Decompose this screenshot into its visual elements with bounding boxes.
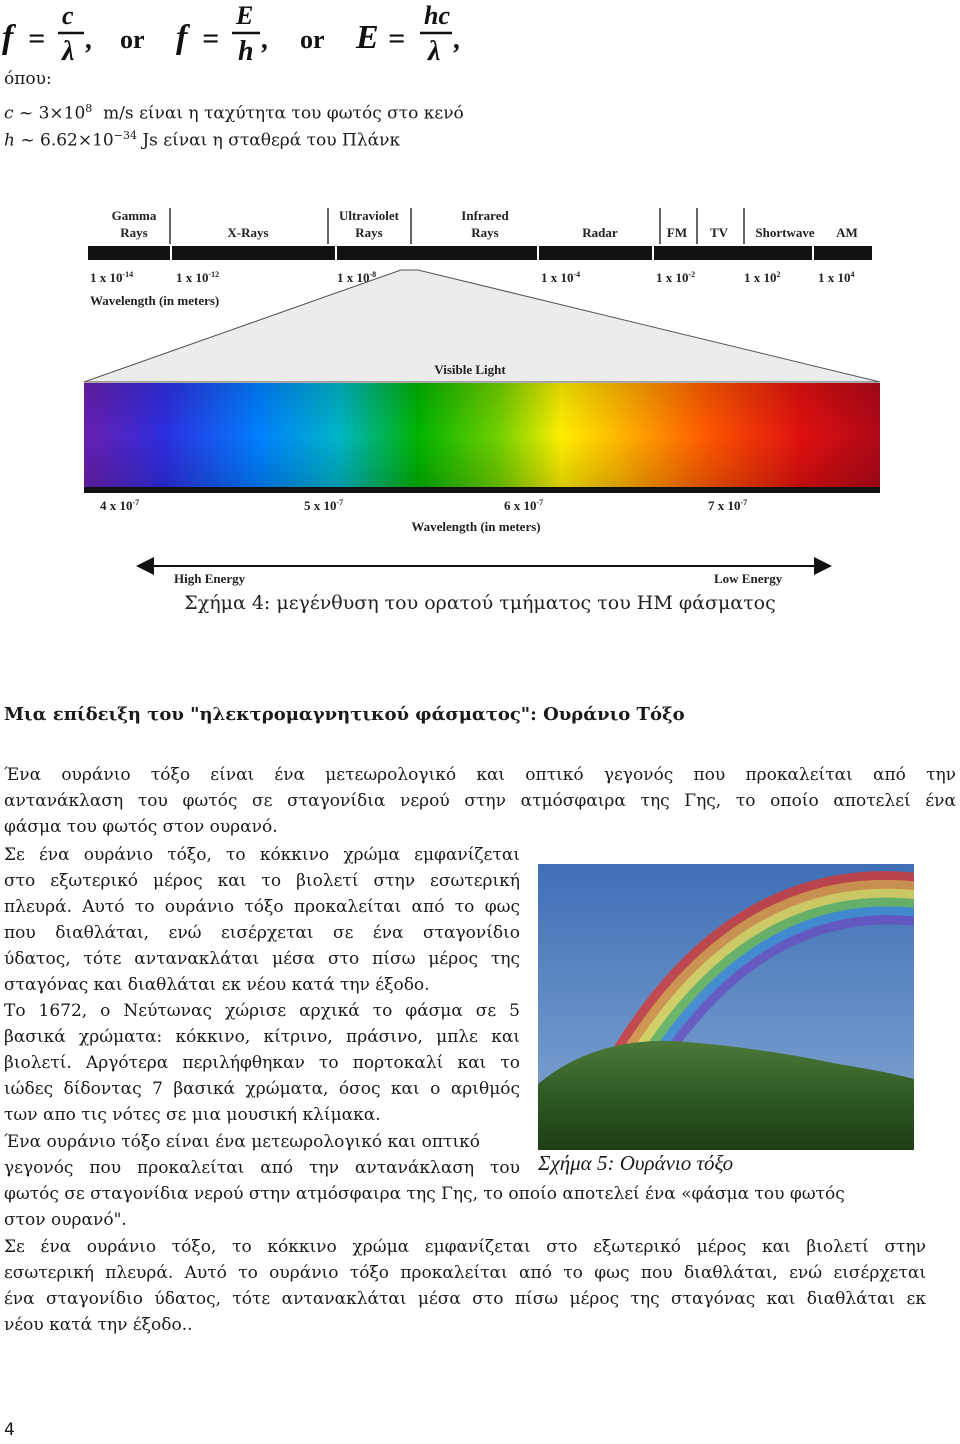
band-fm-l2: FM bbox=[666, 225, 688, 240]
p4-line-4: στον ουρανό". bbox=[4, 1210, 127, 1230]
formula-hc: hc bbox=[424, 1, 450, 30]
formula-lambda1: λ bbox=[62, 36, 75, 64]
definition-h bbox=[4, 123, 400, 154]
low-energy-label: Low Energy bbox=[714, 571, 783, 586]
p3-line-1: Το 1672, ο Νεύτωνας χώρισε αρχικά το φάσμα σε 5 bbox=[4, 1001, 520, 1021]
definitions-intro: όπου: bbox=[4, 69, 52, 89]
bottom-tick-label-3: 7 x $10^{-7}$ bbox=[708, 498, 748, 513]
p2-line-6: σταγόνας και διαθλάται εκ νέου κατά την έξοδο. bbox=[4, 975, 430, 995]
formula-f2: f bbox=[176, 19, 188, 56]
p2-line-5: ύδατος, τότε αντανακλάται μέσα στο πίσω μέρος της bbox=[4, 949, 520, 969]
formula-or1: or bbox=[120, 25, 145, 54]
paragraph-4-bottom bbox=[4, 1181, 934, 1233]
formula-eq3: = bbox=[388, 22, 406, 55]
p5-line-2: εσωτερική πλευρά. Αυτό το ουράνιο τόξο προκαλείται από το φως που διαθλάται, ενώ εισέρχεται bbox=[4, 1263, 926, 1283]
p4-line-2: γεγονός που προκαλείται από την αντανάκλαση του bbox=[4, 1158, 520, 1178]
var-h: h bbox=[4, 130, 15, 151]
top-tick-4 bbox=[652, 246, 654, 260]
top-tick-label-6: 1 x $10^4$ bbox=[818, 270, 855, 285]
formula-line bbox=[0, 0, 480, 64]
figure-5-caption: Σχήμα 5: Ουράνιο τόξο bbox=[538, 1151, 734, 1175]
formula-eq2: = bbox=[202, 22, 220, 55]
p3-line-5: των απο τις νότες σε μια μουσική κλίμακα. bbox=[4, 1105, 381, 1125]
energy-arrow-right-head bbox=[814, 557, 832, 575]
top-tick-3 bbox=[537, 246, 539, 260]
p1-line-1: Ένα ουράνιο τόξο είναι ένα μετεωρολογικό και οπτικό γεγονός που προκαλείται από την bbox=[4, 765, 956, 785]
var-c: c bbox=[4, 103, 14, 124]
paragraph-5 bbox=[4, 1234, 926, 1338]
p3-line-4: ιώδες δίδοντας 7 βασικά χρώματα, όσος και ο αριθμός bbox=[4, 1079, 520, 1099]
c-exp: 8 bbox=[85, 102, 93, 115]
h-exp: −34 bbox=[113, 129, 137, 142]
band-tv-l2: TV bbox=[709, 225, 729, 240]
formula-comma1: , bbox=[86, 24, 93, 55]
p3-line-3: βιολετί. Αργότερα περιλήφθηκαν το πορτοκαλί και το bbox=[4, 1053, 520, 1073]
band-radar-l2: Radar bbox=[582, 225, 618, 240]
band-uv-l2: Rays bbox=[355, 225, 383, 240]
c-value: ~ 3×10 bbox=[13, 103, 86, 124]
formula-c: c bbox=[62, 1, 74, 30]
p5-line-3: ένα σταγονίδιο ύδατος, τότε αντανακλάται μέσα στο πίσω μέρος της σταγόνας και διαθλάται εκ bbox=[4, 1289, 926, 1309]
bottom-axis-bar bbox=[84, 487, 880, 493]
p2-line-4: που διαθλάται, ενώ εισέρχεται σε ένα σταγονίδιο bbox=[4, 923, 520, 943]
band-ir-l2: Rays bbox=[471, 225, 499, 240]
top-tick-5 bbox=[812, 246, 814, 260]
p4-line-1: Ένα ουράνιο τόξο είναι ένα μετεωρολογικό και οπτικό bbox=[4, 1132, 480, 1152]
high-energy-label: High Energy bbox=[174, 571, 246, 586]
spectrum-figure bbox=[0, 200, 960, 590]
formula-comma3: , bbox=[454, 24, 461, 55]
p2-line-3: πλευρά. Αυτό το ουράνιο τόξο προκαλείται από το φως bbox=[4, 897, 520, 917]
formula-h: h bbox=[238, 36, 254, 64]
formula-eq1: = bbox=[28, 22, 46, 55]
band-uv-l1: Ultraviolet bbox=[339, 208, 399, 223]
formula-f1: f bbox=[2, 19, 14, 56]
bottom-tick-label-0: 4 x $10^{-7}$ bbox=[100, 498, 140, 513]
formula-E: E bbox=[236, 1, 254, 30]
p3-line-2: βασικά χρώματα: κόκκινο, κίτρινο, πράσινο, μπλε και bbox=[4, 1027, 520, 1047]
visible-light-label: Visible Light bbox=[434, 362, 506, 377]
top-tick-label-4: 1 x $10^{-2}$ bbox=[656, 270, 696, 285]
p1-line-2: αντανάκλαση του φωτός σε σταγονίδια νερού στην ατμόσφαιρα της Γης, το οποίο αποτελεί ένα bbox=[4, 791, 956, 811]
figure-4-caption: Σχήμα 4: μεγένθυση του ορατού τμήματος του ΗΜ φάσματος bbox=[184, 592, 776, 614]
band-gamma-l1: Gamma bbox=[111, 208, 157, 223]
page-number: 4 bbox=[4, 1420, 15, 1440]
rainbow-photo bbox=[538, 864, 914, 1150]
p4-line-3: φωτός σε σταγονίδια νερού στην ατμόσφαιρα της Γης, το οποίο αποτελεί ένα «φάσμα του φωτός bbox=[4, 1184, 845, 1204]
band-shortwave-l2: Shortwave bbox=[755, 225, 815, 240]
top-tick-label-1: 1 x $10^{-12}$ bbox=[176, 270, 220, 285]
top-axis-bar bbox=[88, 246, 872, 260]
p2-line-1: Σε ένα ουράνιο τόξο, το κόκκινο χρώμα εμφανίζεται bbox=[4, 845, 520, 865]
top-tick-label-5: 1 x $10^2$ bbox=[744, 270, 781, 285]
top-axis-label: Wavelength (in meters) bbox=[90, 293, 220, 308]
paragraph-4-top bbox=[4, 1129, 520, 1181]
band-ir-l1: Infrared bbox=[461, 208, 509, 223]
band-gamma-l2: Rays bbox=[120, 225, 148, 240]
formula-svg bbox=[0, 0, 480, 64]
formula-E2: E bbox=[356, 19, 379, 56]
bottom-axis-label: Wavelength (in meters) bbox=[411, 519, 541, 534]
top-tick-label-3: 1 x $10^{-4}$ bbox=[541, 270, 581, 285]
section-heading: Μια επίδειξη του "ηλεκτρομαγνητικού φάσματος": Ουράνιο Τόξο bbox=[4, 704, 685, 725]
formula-lambda2: λ bbox=[428, 36, 441, 64]
c-rest: m/s είναι η ταχύτητα του φωτός στο κενό bbox=[92, 103, 464, 124]
top-tick-2 bbox=[335, 246, 337, 260]
top-tick-1 bbox=[170, 246, 172, 260]
h-rest: Js είναι η σταθερά του Πλάνκ bbox=[136, 130, 401, 151]
top-tick-label-2: 1 x $10^{-8}$ bbox=[337, 270, 377, 285]
p1-line-3: φάσμα του φωτός στον ουρανό. bbox=[4, 817, 278, 837]
h-value: ~ 6.62×10 bbox=[14, 130, 114, 151]
paragraph-3 bbox=[4, 998, 520, 1128]
p2-line-2: στο εξωτερικό μέρος και το βιολετί στην εσωτερική bbox=[4, 871, 520, 891]
paragraph-2 bbox=[4, 842, 520, 998]
visible-spectrum-shade bbox=[84, 383, 880, 487]
top-tick-label-0: 1 x $10^{-14}$ bbox=[90, 270, 134, 285]
band-xray-l2: X-Rays bbox=[227, 225, 269, 240]
paragraph-1 bbox=[4, 762, 956, 840]
p5-line-4: νέου κατά την έξοδο.. bbox=[4, 1315, 193, 1335]
p5-line-1: Σε ένα ουράνιο τόξο, το κόκκινο χρώμα εμφανίζεται στο εξωτερικό μέρος και βιολετί στην bbox=[4, 1237, 926, 1257]
band-am-l2: AM bbox=[836, 225, 858, 240]
bottom-tick-label-1: 5 x $10^{-7}$ bbox=[304, 498, 344, 513]
formula-comma2: , bbox=[262, 24, 269, 55]
formula-or2: or bbox=[300, 25, 325, 54]
bottom-tick-label-2: 6 x $10^{-7}$ bbox=[504, 498, 544, 513]
energy-arrow-left-head bbox=[136, 557, 154, 575]
